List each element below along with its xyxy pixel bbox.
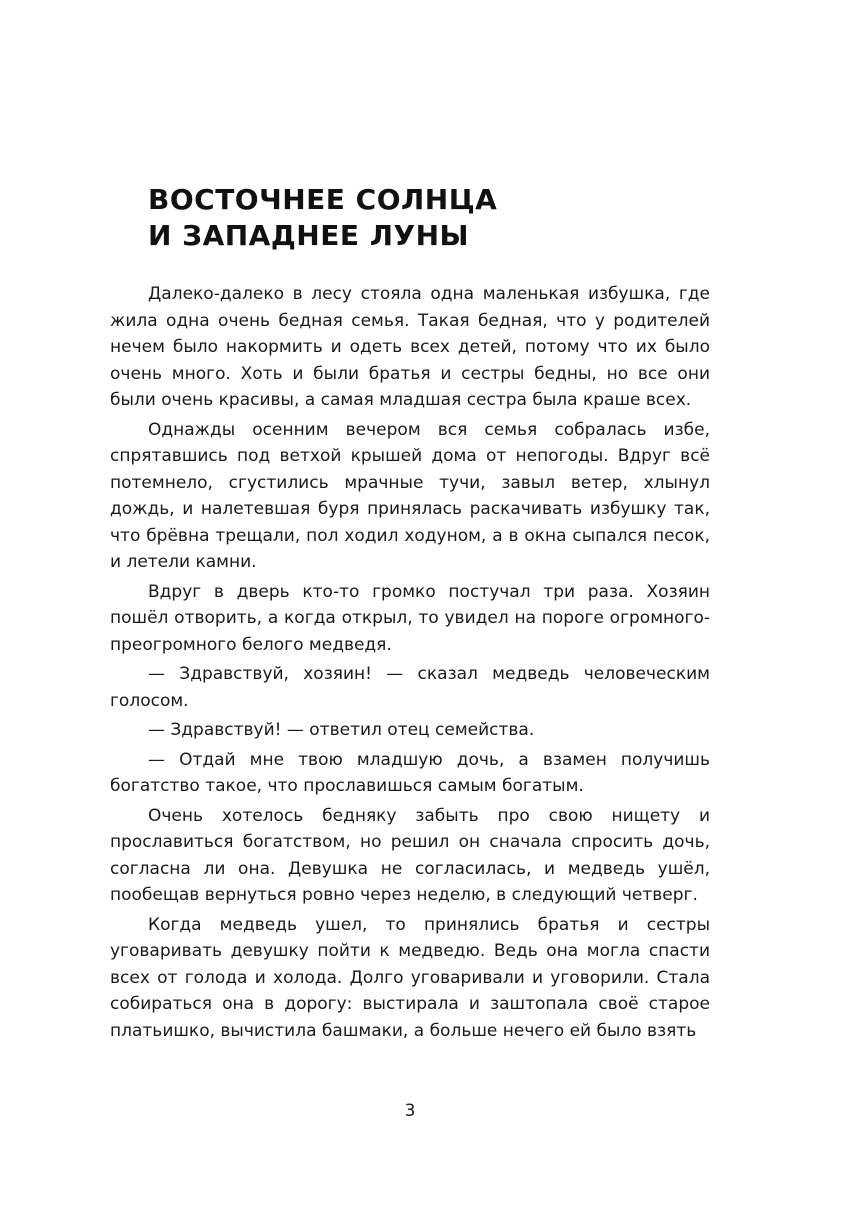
chapter-title xyxy=(148,182,497,254)
paragraph-2: Однажды осенним вечером вся семья собралась избе, спрятавшись под ветхой крышей дома от непогоды. Вдруг всё потемнело, сгустились мрачные тучи, завыл ветер, хлынул дождь, и налетевшая буря принялась раскачивать избушку так, что брёвна трещали, пол ходил ходуном, а в окна сыпался песок, и летели камни. xyxy=(110,419,710,572)
dialogue-line-2: — Здравствуй! — ответил отец семейства. xyxy=(148,720,535,740)
dialogue-line-1: — Здравствуй, хозяин! — сказал медведь человеческим голосом. xyxy=(110,664,710,711)
paragraph-5: Когда медведь ушел, то принялись братья и сестры уговаривать девушку пойти к медведю. Ведь она могла спасти всех от голода и холода. Долго уговаривали и уговорили. Стала собираться она в дорогу: выстирала и заштопала своё старое платьишко, вычистила башмаки, а больше нечего ей было взять xyxy=(110,914,710,1041)
chapter-title-line-1: ВОСТОЧНЕЕ СОЛНЦА xyxy=(148,183,498,216)
page-number: 3 xyxy=(404,1101,416,1121)
paragraph-4: Очень хотелось бедняку забыть про свою нищету и прославиться богатством, но решил он сначала спросить дочь, согласна ли она. Девушка не согласилась, и медведь ушёл, пообещав вернуться ровно через неделю, в следующий четверг. xyxy=(110,805,710,905)
dialogue-line-3: — Отдай мне твою младшую дочь, а взамен получишь богатство такое, что прославишься самым богатым. xyxy=(110,749,710,796)
chapter-body xyxy=(110,281,710,1047)
book-page xyxy=(110,0,710,1210)
paragraph-3: Вдруг в дверь кто-то громко постучал три раза. Хозяин пошёл отворить, а когда открыл, то увидел на пороге огромного-преогромного белого медведя. xyxy=(110,581,710,655)
chapter-title-line-2: И ЗАПАДНЕЕ ЛУНЫ xyxy=(148,219,470,252)
paragraph-1: Далеко-далеко в лесу стояла одна маленькая избушка, где жила одна очень бедная семья. Такая бедная, что у родителей нечем было накормить и одеть всех детей, потому что их было очень много. Хоть и были братья и сестры бедны, но все они были очень красивы, а самая младшая сестра была краше всех. xyxy=(110,284,710,410)
